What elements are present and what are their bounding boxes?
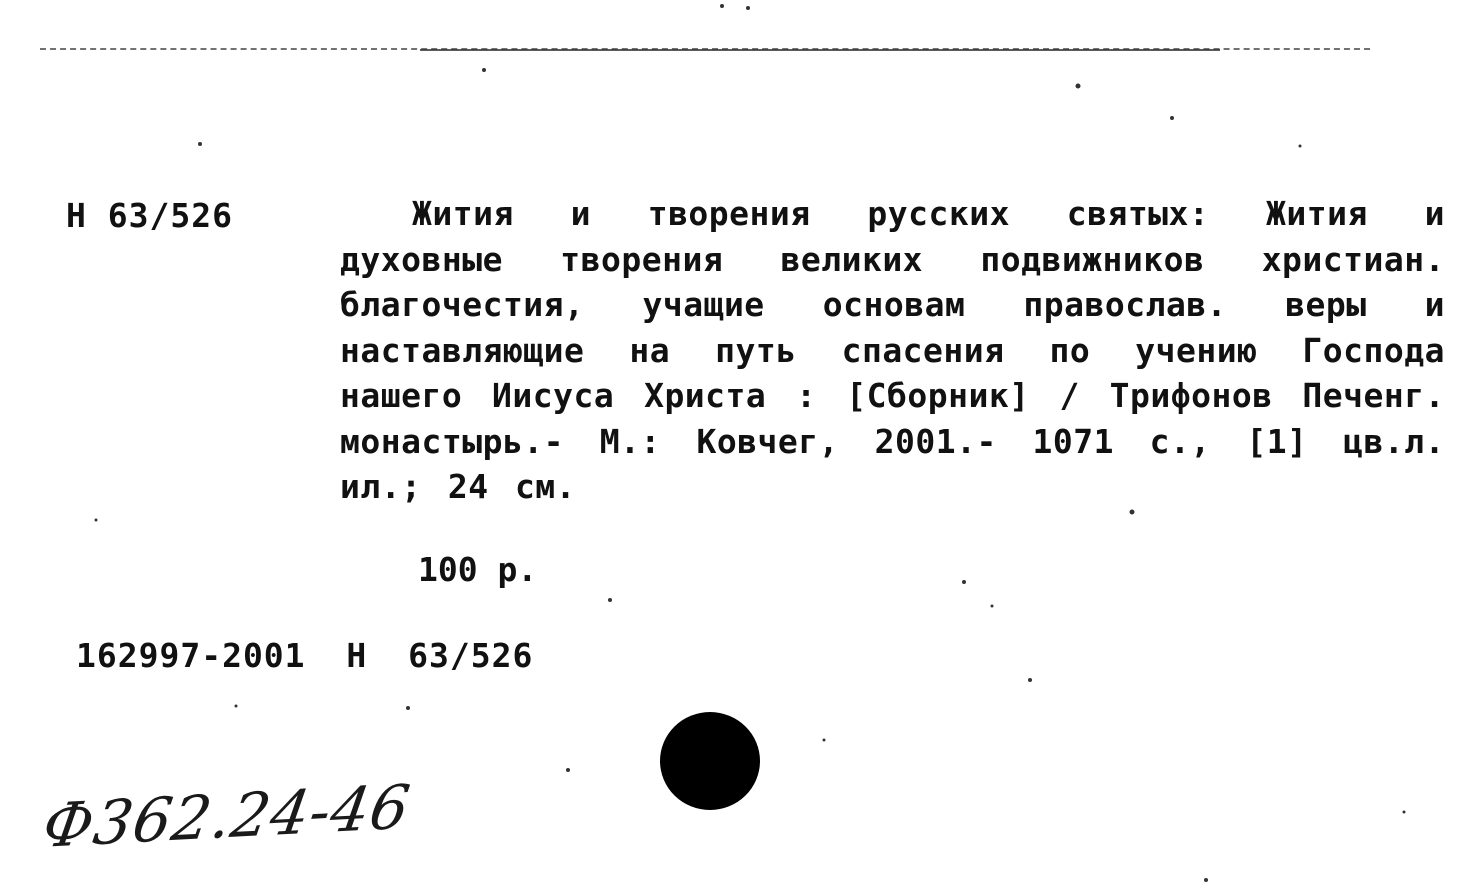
shelf-mark: Н 63/526 — [66, 196, 233, 235]
punch-hole — [660, 712, 760, 810]
handwritten-classification: Ф362.24-46 — [38, 772, 416, 862]
price: 100 р. — [418, 550, 538, 589]
accession-number: 162997-2001 Н 63/526 — [76, 636, 534, 675]
bibliographic-description: Жития и творения русских святых: Жития и духовные творения великих подвижников христиан. благочестия, учащие основам православ. веры и наставляющие на путь спасения по учению Господа нашего Иисуса Христа : [Сборник] / Трифонов Печенг. монастырь.- М.: Ковчег, 2001.- 1071 с., [1] цв.л. ил.; 24 см. — [340, 194, 1445, 506]
